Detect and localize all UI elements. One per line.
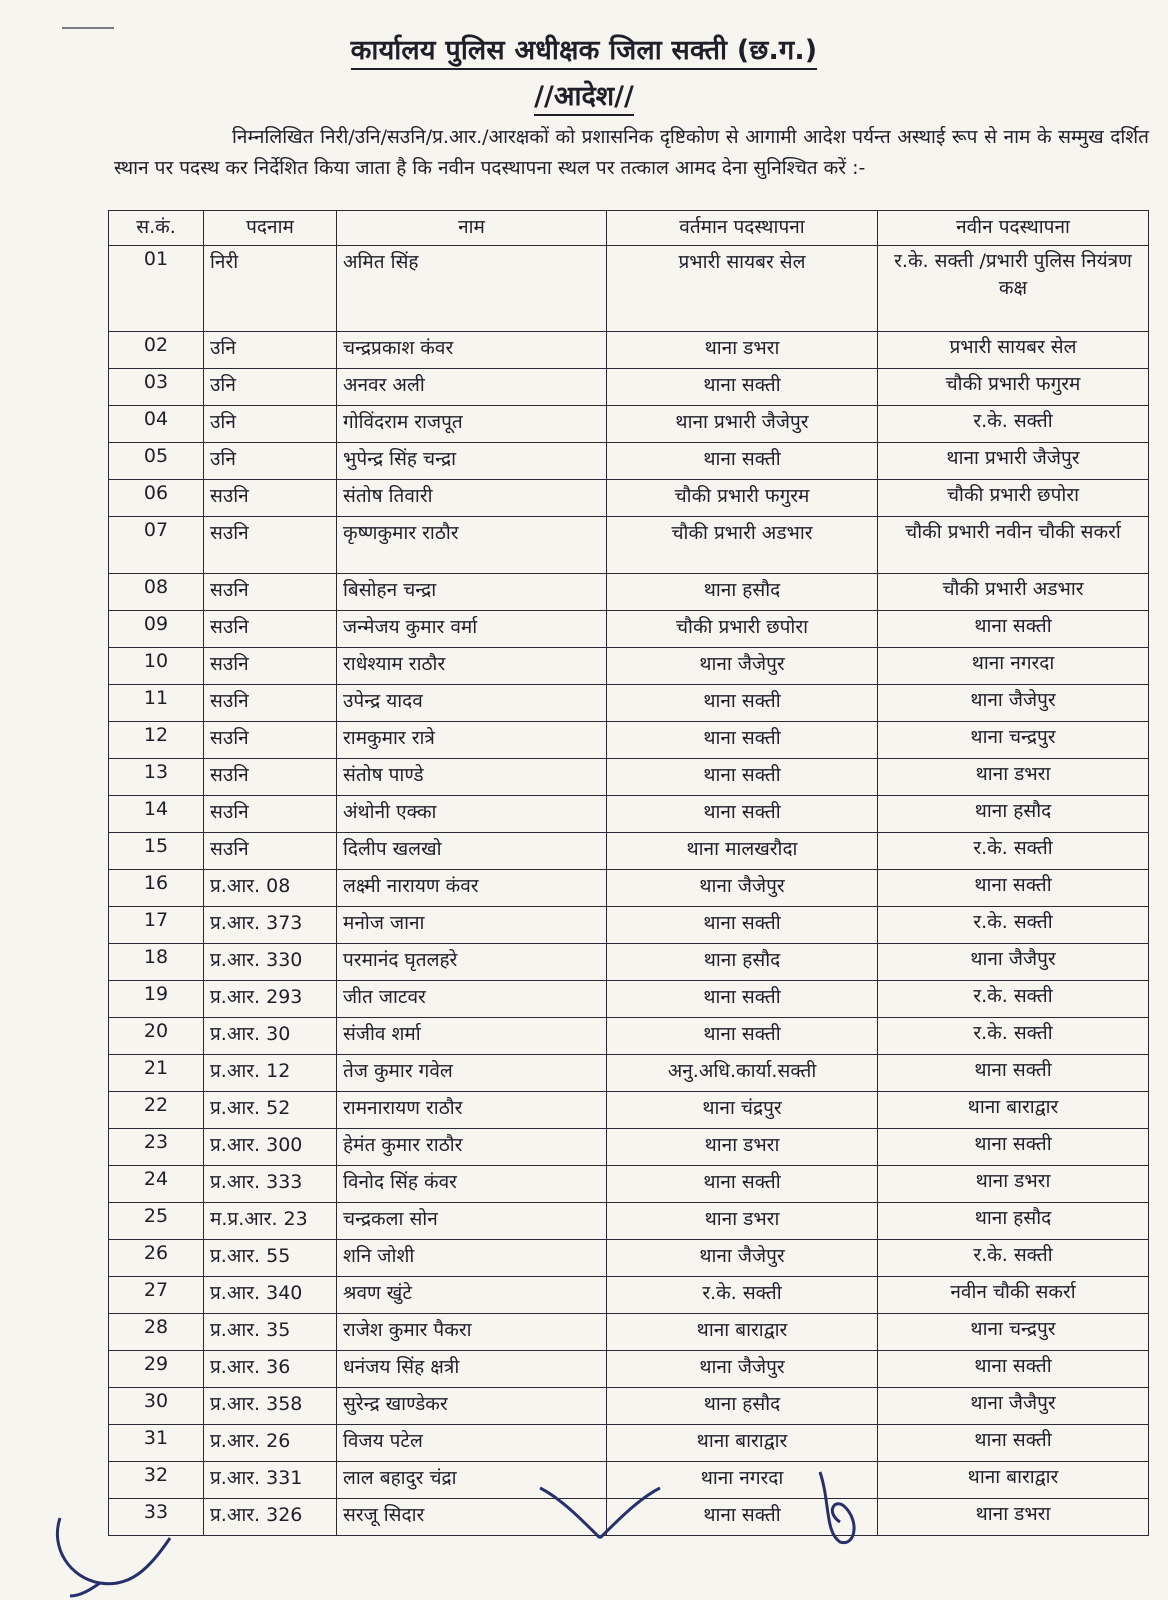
cell-post: प्र.आर. 330 [204,944,337,981]
header-new-posting: नवीन पदस्थापना [878,211,1149,246]
cell-post: उनि [204,443,337,480]
header-name: नाम [337,211,607,246]
cell-serial: 01 [109,246,204,332]
cell-post: प्र.आर. 26 [204,1425,337,1462]
cell-serial: 21 [109,1055,204,1092]
cell-post: प्र.आर. 293 [204,981,337,1018]
cell-current-posting: थाना सक्ती [607,685,878,722]
table-row [109,1240,1149,1277]
cell-new-posting: थाना बाराद्वार [878,1092,1149,1129]
cell-serial: 13 [109,759,204,796]
cell-new-posting: नवीन चौकी सकर्रा [878,1277,1149,1314]
table-row [109,369,1149,406]
table-row [109,1277,1149,1314]
table-row [109,1055,1149,1092]
cell-serial: 27 [109,1277,204,1314]
cell-serial: 24 [109,1166,204,1203]
table-row [109,1388,1149,1425]
order-heading-text: //आदेश// [534,81,634,116]
cell-serial: 05 [109,443,204,480]
cell-new-posting: थाना चन्द्रपुर [878,1314,1149,1351]
header-serial: स.कं. [109,211,204,246]
cell-current-posting: थाना हसौद [607,574,878,611]
cell-current-posting: चौकी प्रभारी छपोरा [607,611,878,648]
table-row [109,648,1149,685]
cell-serial: 03 [109,369,204,406]
cell-new-posting: थाना सक्ती [878,1425,1149,1462]
signature-mark-left [40,1478,300,1600]
cell-post: सउनि [204,833,337,870]
cell-new-posting: चौकी प्रभारी फगुरम [878,369,1149,406]
cell-new-posting: र.के. सक्ती [878,1018,1149,1055]
cell-serial: 32 [109,1462,204,1499]
cell-serial: 26 [109,1240,204,1277]
table-row [109,406,1149,443]
cell-name: दिलीप खलखो [337,833,607,870]
cell-name: संजीव शर्मा [337,1018,607,1055]
cell-new-posting: र.के. सक्ती [878,981,1149,1018]
cell-post: निरी [204,246,337,332]
cell-current-posting: थाना सक्ती [607,796,878,833]
top-mark [62,27,114,29]
cell-serial: 18 [109,944,204,981]
cell-current-posting: थाना हसौद [607,1388,878,1425]
cell-current-posting: थाना सक्ती [607,443,878,480]
cell-serial: 06 [109,480,204,517]
cell-new-posting: र.के. सक्ती [878,907,1149,944]
cell-name: सरजू सिदार [337,1499,607,1536]
cell-current-posting: थाना सक्ती [607,1166,878,1203]
table-row [109,1092,1149,1129]
table-row [109,1018,1149,1055]
cell-current-posting: थाना मालखरौदा [607,833,878,870]
cell-new-posting: थाना जैजैपुर [878,944,1149,981]
cell-serial: 09 [109,611,204,648]
cell-post: प्र.आर. 326 [204,1499,337,1536]
cell-current-posting: थाना डभरा [607,332,878,369]
cell-serial: 20 [109,1018,204,1055]
table-row [109,796,1149,833]
cell-name: भुपेन्द्र सिंह चन्द्रा [337,443,607,480]
cell-new-posting: थाना सक्ती [878,870,1149,907]
cell-current-posting: थाना जैजेपुर [607,648,878,685]
cell-post: प्र.आर. 30 [204,1018,337,1055]
cell-post: सउनि [204,685,337,722]
cell-current-posting: चौकी प्रभारी अडभार [607,517,878,574]
cell-serial: 04 [109,406,204,443]
order-heading [0,76,1168,113]
cell-post: प्र.आर. 36 [204,1351,337,1388]
cell-name: संतोष तिवारी [337,480,607,517]
intro-paragraph: निम्नलिखित निरी/उनि/सउनि/प्र.आर./आरक्षकों को प्रशासनिक दृष्टिकोण से आगामी आदेश पर्यन्त अस्थाई रूप से नाम के सम्मुख दर्शित स्थान पर पदस्थ कर निर्देशित किया जाता है कि नवीन पदस्थापना स्थल पर तत्काल आमद देना सुनिश्चित करें :- [114,126,1149,179]
office-title-text: कार्यालय पुलिस अधीक्षक जिला सक्ती (छ.ग.) [351,35,818,70]
table-row [109,517,1149,574]
cell-post: प्र.आर. 373 [204,907,337,944]
cell-name: अमित सिंह [337,246,607,332]
cell-current-posting: थाना हसौद [607,944,878,981]
table-row [109,246,1149,332]
cell-post: सउनि [204,648,337,685]
signature-mark-middle [530,1478,670,1548]
cell-name: राधेश्याम राठौर [337,648,607,685]
cell-post: प्र.आर. 35 [204,1314,337,1351]
cell-current-posting: थाना सक्ती [607,1499,878,1536]
cell-new-posting: थाना चन्द्रपुर [878,722,1149,759]
cell-name: उपेन्द्र यादव [337,685,607,722]
table-row [109,870,1149,907]
cell-post: उनि [204,406,337,443]
table-row [109,759,1149,796]
cell-post: सउनि [204,722,337,759]
cell-name: अनवर अली [337,369,607,406]
cell-current-posting: र.के. सक्ती [607,1277,878,1314]
cell-current-posting: थाना प्रभारी जैजेपुर [607,406,878,443]
cell-post: सउनि [204,480,337,517]
cell-current-posting: थाना सक्ती [607,759,878,796]
cell-name: परमानंद घृतलहरे [337,944,607,981]
cell-current-posting: थाना सक्ती [607,1018,878,1055]
cell-current-posting: अनु.अधि.कार्या.सक्ती [607,1055,878,1092]
cell-serial: 28 [109,1314,204,1351]
cell-serial: 25 [109,1203,204,1240]
cell-serial: 30 [109,1388,204,1425]
cell-new-posting: चौकी प्रभारी अडभार [878,574,1149,611]
table-row [109,1425,1149,1462]
cell-serial: 12 [109,722,204,759]
table-header-row [109,211,1149,246]
cell-name: बिसोहन चन्द्रा [337,574,607,611]
cell-new-posting: थाना डभरा [878,759,1149,796]
cell-new-posting: र.के. सक्ती [878,833,1149,870]
cell-current-posting: थाना चंद्रपुर [607,1092,878,1129]
table-body [109,246,1149,1536]
cell-post: प्र.आर. 340 [204,1277,337,1314]
cell-serial: 23 [109,1129,204,1166]
table-row [109,1314,1149,1351]
cell-post: सउनि [204,759,337,796]
cell-serial: 16 [109,870,204,907]
cell-serial: 08 [109,574,204,611]
cell-post: प्र.आर. 08 [204,870,337,907]
header-post: पदनाम [204,211,337,246]
cell-serial: 17 [109,907,204,944]
table-row [109,443,1149,480]
cell-new-posting: थाना हसौद [878,796,1149,833]
table-row [109,1166,1149,1203]
cell-name: धनंजय सिंह क्षत्री [337,1351,607,1388]
cell-current-posting: थाना जैजेपुर [607,1240,878,1277]
cell-serial: 31 [109,1425,204,1462]
cell-name: श्रवण खुंटे [337,1277,607,1314]
cell-name: रामकुमार रात्रे [337,722,607,759]
cell-current-posting: प्रभारी सायबर सेल [607,246,878,332]
cell-serial: 33 [109,1499,204,1536]
table-row [109,1351,1149,1388]
table-row [109,907,1149,944]
cell-current-posting: थाना सक्ती [607,369,878,406]
cell-current-posting: थाना सक्ती [607,722,878,759]
cell-post: उनि [204,332,337,369]
cell-new-posting: र.के. सक्ती [878,1240,1149,1277]
cell-new-posting: थाना डभरा [878,1499,1149,1536]
cell-new-posting: चौकी प्रभारी नवीन चौकी सकर्रा [878,517,1149,574]
cell-name: सुरेन्द्र खाण्डेकर [337,1388,607,1425]
cell-post: सउनि [204,574,337,611]
cell-post: सउनि [204,611,337,648]
signature-mark-right [800,1462,880,1552]
cell-serial: 11 [109,685,204,722]
cell-name: संतोष पाण्डे [337,759,607,796]
cell-new-posting: प्रभारी सायबर सेल [878,332,1149,369]
cell-current-posting: थाना बाराद्वार [607,1314,878,1351]
cell-new-posting: थाना नगरदा [878,648,1149,685]
cell-serial: 19 [109,981,204,1018]
table-row [109,944,1149,981]
table-row [109,332,1149,369]
cell-serial: 14 [109,796,204,833]
cell-name: लाल बहादुर चंद्रा [337,1462,607,1499]
cell-new-posting: थाना प्रभारी जैजेपुर [878,443,1149,480]
cell-new-posting: थाना सक्ती [878,1055,1149,1092]
table-row [109,722,1149,759]
cell-post: प्र.आर. 52 [204,1092,337,1129]
cell-name: विजय पटेल [337,1425,607,1462]
header-current-posting: वर्तमान पदस्थापना [607,211,878,246]
cell-new-posting: थाना बाराद्वार [878,1462,1149,1499]
cell-current-posting: चौकी प्रभारी फगुरम [607,480,878,517]
cell-post: प्र.आर. 331 [204,1462,337,1499]
transfer-table [108,210,1149,1536]
cell-current-posting: थाना डभरा [607,1129,878,1166]
cell-new-posting: थाना जैजेपुर [878,685,1149,722]
cell-new-posting: थाना सक्ती [878,1129,1149,1166]
cell-name: चन्द्रप्रकाश कंवर [337,332,607,369]
cell-serial: 02 [109,332,204,369]
table-row [109,480,1149,517]
cell-name: मनोज जाना [337,907,607,944]
cell-post: प्र.आर. 358 [204,1388,337,1425]
cell-post: प्र.आर. 55 [204,1240,337,1277]
cell-serial: 15 [109,833,204,870]
cell-post: म.प्र.आर. 23 [204,1203,337,1240]
cell-post: प्र.आर. 333 [204,1166,337,1203]
cell-name: जन्मेजय कुमार वर्मा [337,611,607,648]
table-row [109,981,1149,1018]
cell-current-posting: थाना बाराद्वार [607,1425,878,1462]
cell-current-posting: थाना जैजेपुर [607,1351,878,1388]
cell-new-posting: र.के. सक्ती /प्रभारी पुलिस नियंत्रण कक्ष [878,246,1149,332]
cell-serial: 10 [109,648,204,685]
cell-new-posting: थाना जैजैपुर [878,1388,1149,1425]
cell-serial: 29 [109,1351,204,1388]
table-row [109,574,1149,611]
cell-post: प्र.आर. 12 [204,1055,337,1092]
cell-serial: 22 [109,1092,204,1129]
cell-post: सउनि [204,796,337,833]
table-row [109,1203,1149,1240]
cell-post: उनि [204,369,337,406]
cell-name: विनोद सिंह कंवर [337,1166,607,1203]
cell-name: तेज कुमार गवेल [337,1055,607,1092]
cell-current-posting: थाना सक्ती [607,907,878,944]
table-row [109,611,1149,648]
cell-name: कृष्णकुमार राठौर [337,517,607,574]
cell-current-posting: थाना डभरा [607,1203,878,1240]
cell-name: जीत जाटवर [337,981,607,1018]
table-row [109,833,1149,870]
office-title [0,30,1168,67]
cell-new-posting: चौकी प्रभारी छपोरा [878,480,1149,517]
cell-name: लक्ष्मी नारायण कंवर [337,870,607,907]
cell-new-posting: थाना सक्ती [878,1351,1149,1388]
cell-current-posting: थाना सक्ती [607,981,878,1018]
cell-name: राजेश कुमार पैकरा [337,1314,607,1351]
cell-name: चन्द्रकला सोन [337,1203,607,1240]
cell-new-posting: र.के. सक्ती [878,406,1149,443]
table-row [109,685,1149,722]
cell-post: सउनि [204,517,337,574]
cell-new-posting: थाना हसौद [878,1203,1149,1240]
cell-name: अंथोनी एक्का [337,796,607,833]
cell-name: रामनारायण राठौर [337,1092,607,1129]
cell-current-posting: थाना नगरदा [607,1462,878,1499]
cell-name: हेमंत कुमार राठौर [337,1129,607,1166]
table-row [109,1129,1149,1166]
cell-current-posting: थाना जैजेपुर [607,870,878,907]
cell-post: प्र.आर. 300 [204,1129,337,1166]
cell-name: शनि जोशी [337,1240,607,1277]
cell-name: गोविंदराम राजपूत [337,406,607,443]
cell-serial: 07 [109,517,204,574]
cell-new-posting: थाना सक्ती [878,611,1149,648]
cell-new-posting: थाना डभरा [878,1166,1149,1203]
